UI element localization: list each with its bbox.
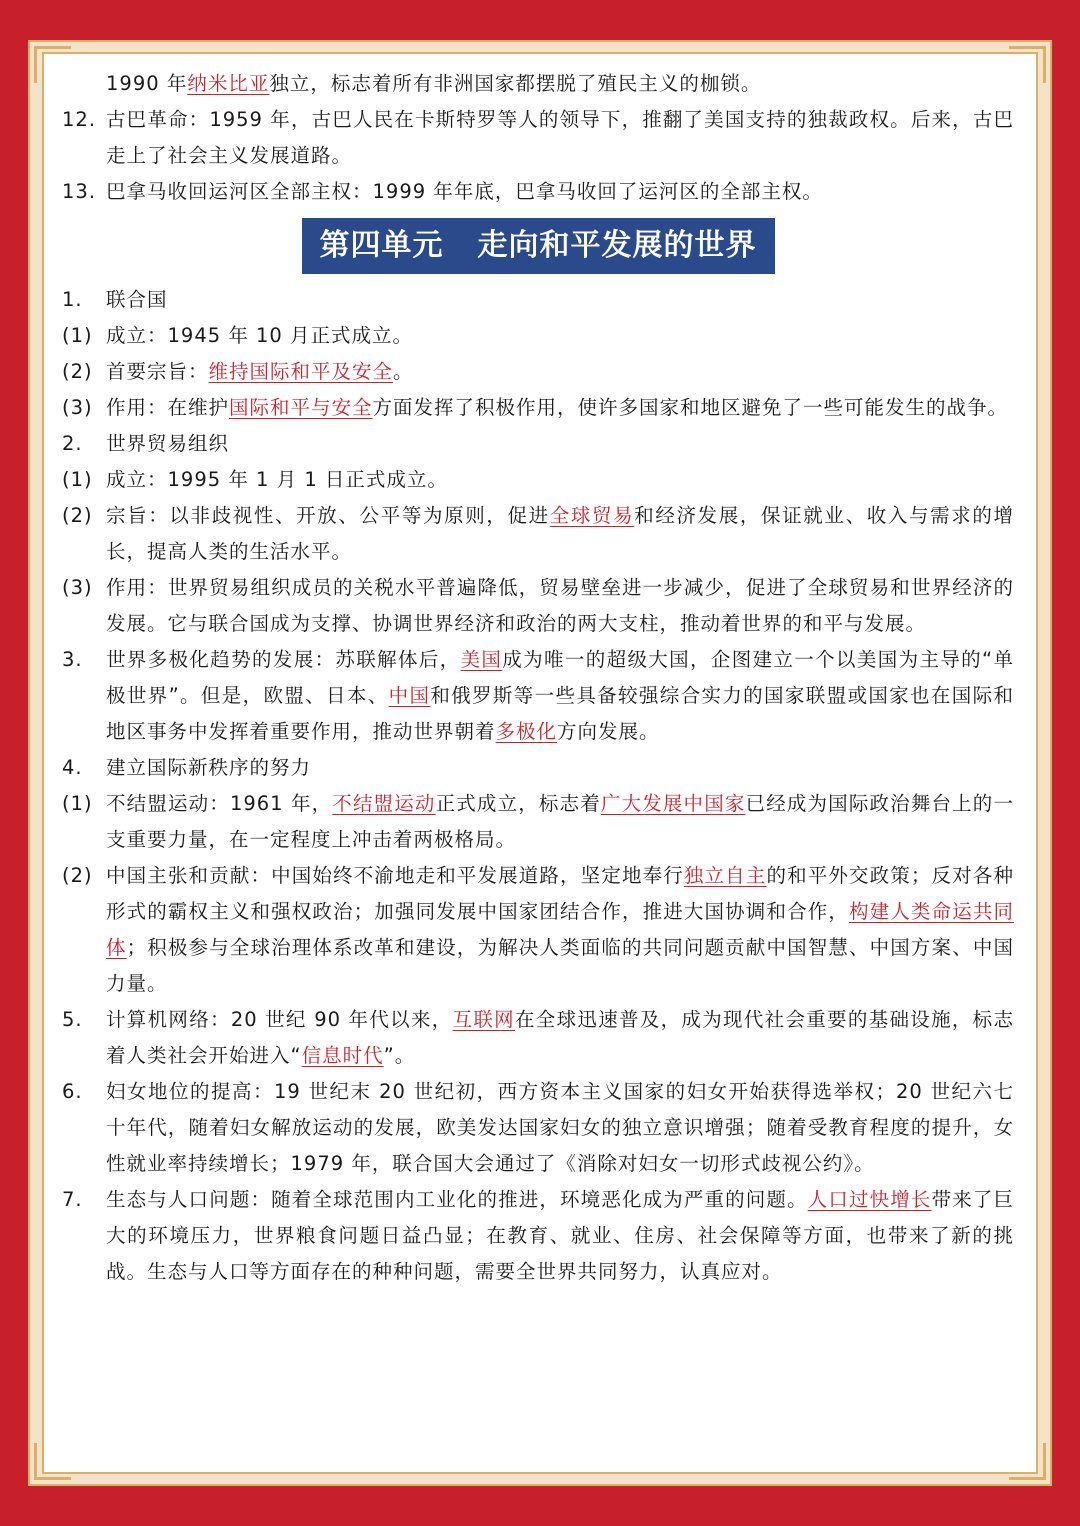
section-heading: 4. 建立国际新秩序的努力: [62, 756, 312, 779]
sub-item: (2) 中国主张和贡献：中国始终不渝地走和平发展道路，坚定地奉行独立自主的和平外交政策；反对各种形式的霸权主义和强权政治；加强同发展中国家团结合作，推进大国协调和合作，构建人类命运共同体；积极参与全球治理体系改革和建设，为解决人类面临的共同问题贡献中国智慧、中国方案、中国力量。: [62, 864, 1014, 995]
keyword-highlight: 美国: [460, 648, 503, 671]
unit-title: 走向和平发展的世界: [477, 228, 757, 263]
section-heading: 1. 联合国: [62, 288, 168, 311]
item-number: 13.: [62, 180, 97, 203]
keyword-highlight: 信息时代: [301, 1044, 384, 1067]
keyword-highlight: 维持国际和平及安全: [208, 360, 394, 383]
keyword-highlight: 独立自主: [683, 864, 767, 887]
sub-item: (2) 宗旨：以非歧视性、开放、公平等为原则，促进全球贸易和经济发展，保证就业、收入与需求的增长，提高人类的生活水平。: [62, 504, 1014, 563]
unit-banner: [62, 218, 1014, 274]
section-heading: 2. 世界贸易组织: [62, 432, 230, 455]
keyword-highlight: 不结盟运动: [332, 792, 436, 815]
section-item: 5. 计算机网络：20 世纪 90 年代以来，互联网在全球迅速普及，成为现代社会重要的基础设施，标志着人类社会开始进入“信息时代”。: [62, 1008, 1014, 1067]
sub-item: (2) 首要宗旨：维持国际和平及安全。: [62, 360, 414, 383]
section-item: 7. 生态与人口问题：随着全球范围内工业化的推进，环境恶化成为严重的问题。人口过快增长带来了巨大的环境压力，世界粮食问题日益凸显；在教育、就业、住房、社会保障等方面，也带来了新的挑战。生态与人口等方面存在的种种问题，需要全世界共同努力，认真应对。: [62, 1188, 1014, 1283]
document-content: [62, 66, 1014, 1290]
list-item: [62, 102, 1014, 174]
sub-item: (3) 作用：在维护国际和平与安全方面发挥了积极作用，使许多国家和地区避免了一些可能发生的战争。: [62, 396, 1009, 419]
section-item: 6. 妇女地位的提高：19 世纪末 20 世纪初，西方资本主义国家的妇女开始获得选举权；20 世纪六七十年代，随着妇女解放运动的发展，欧美发达国家妇女的独立意识增强；随着受教育程度的提升，女性就业率持续增长；1979 年，联合国大会通过了《消除对妇女一切形式歧视公约》。: [62, 1080, 1014, 1175]
keyword-highlight: 国际和平与安全: [229, 396, 373, 419]
keyword-highlight: 中国: [388, 684, 431, 707]
item-number: 12.: [62, 108, 97, 131]
sub-item: (1) 成立：1945 年 10 月正式成立。: [62, 324, 414, 347]
list-item: [62, 174, 1014, 210]
item-text: 巴拿马收回运河区全部主权：1999 年年底，巴拿马收回了运河区的全部主权。: [106, 180, 823, 203]
sub-item: (3) 作用：世界贸易组织成员的关税水平普遍降低，贸易壁垒进一步减少，促进了全球贸易和世界经济的发展。它与联合国成为支撑、协调世界经济和政治的两大支柱，推动着世界的和平与发展。: [62, 576, 1014, 635]
keyword-highlight: 全球贸易: [549, 504, 635, 527]
intro-line: 1990 年纳米比亚独立，标志着所有非洲国家都摆脱了殖民主义的枷锁。: [106, 72, 762, 95]
keyword-highlight: 人口过快增长: [807, 1188, 932, 1211]
keyword-highlight: 纳米比亚: [187, 72, 270, 95]
section-item: 3. 世界多极化趋势的发展：苏联解体后，美国成为唯一的超级大国，企图建立一个以美国为主导的“单极世界”。但是，欧盟、日本、中国和俄罗斯等一些具备较强综合实力的国家联盟或国家也在国际和地区事务中发挥着重要作用，推动世界朝着多极化方向发展。: [62, 648, 1014, 743]
keyword-highlight: 互联网: [452, 1008, 515, 1031]
keyword-highlight: 广大发展中国家: [600, 792, 746, 815]
sub-item: (1) 不结盟运动：1961 年，不结盟运动正式成立，标志着广大发展中国家已经成为国际政治舞台上的一支重要力量，在一定程度上冲击着两极格局。: [62, 792, 1014, 851]
keyword-highlight: 构建人类命运共同体: [106, 900, 1014, 959]
sub-item: (1) 成立：1995 年 1 月 1 日正式成立。: [62, 468, 448, 491]
keyword-highlight: 多极化: [495, 720, 558, 743]
item-text: 古巴革命：1959 年，古巴人民在卡斯特罗等人的领导下，推翻了美国支持的独裁政权。后来，古巴走上了社会主义发展道路。: [106, 108, 1014, 167]
unit-label: 第四单元: [319, 228, 444, 263]
